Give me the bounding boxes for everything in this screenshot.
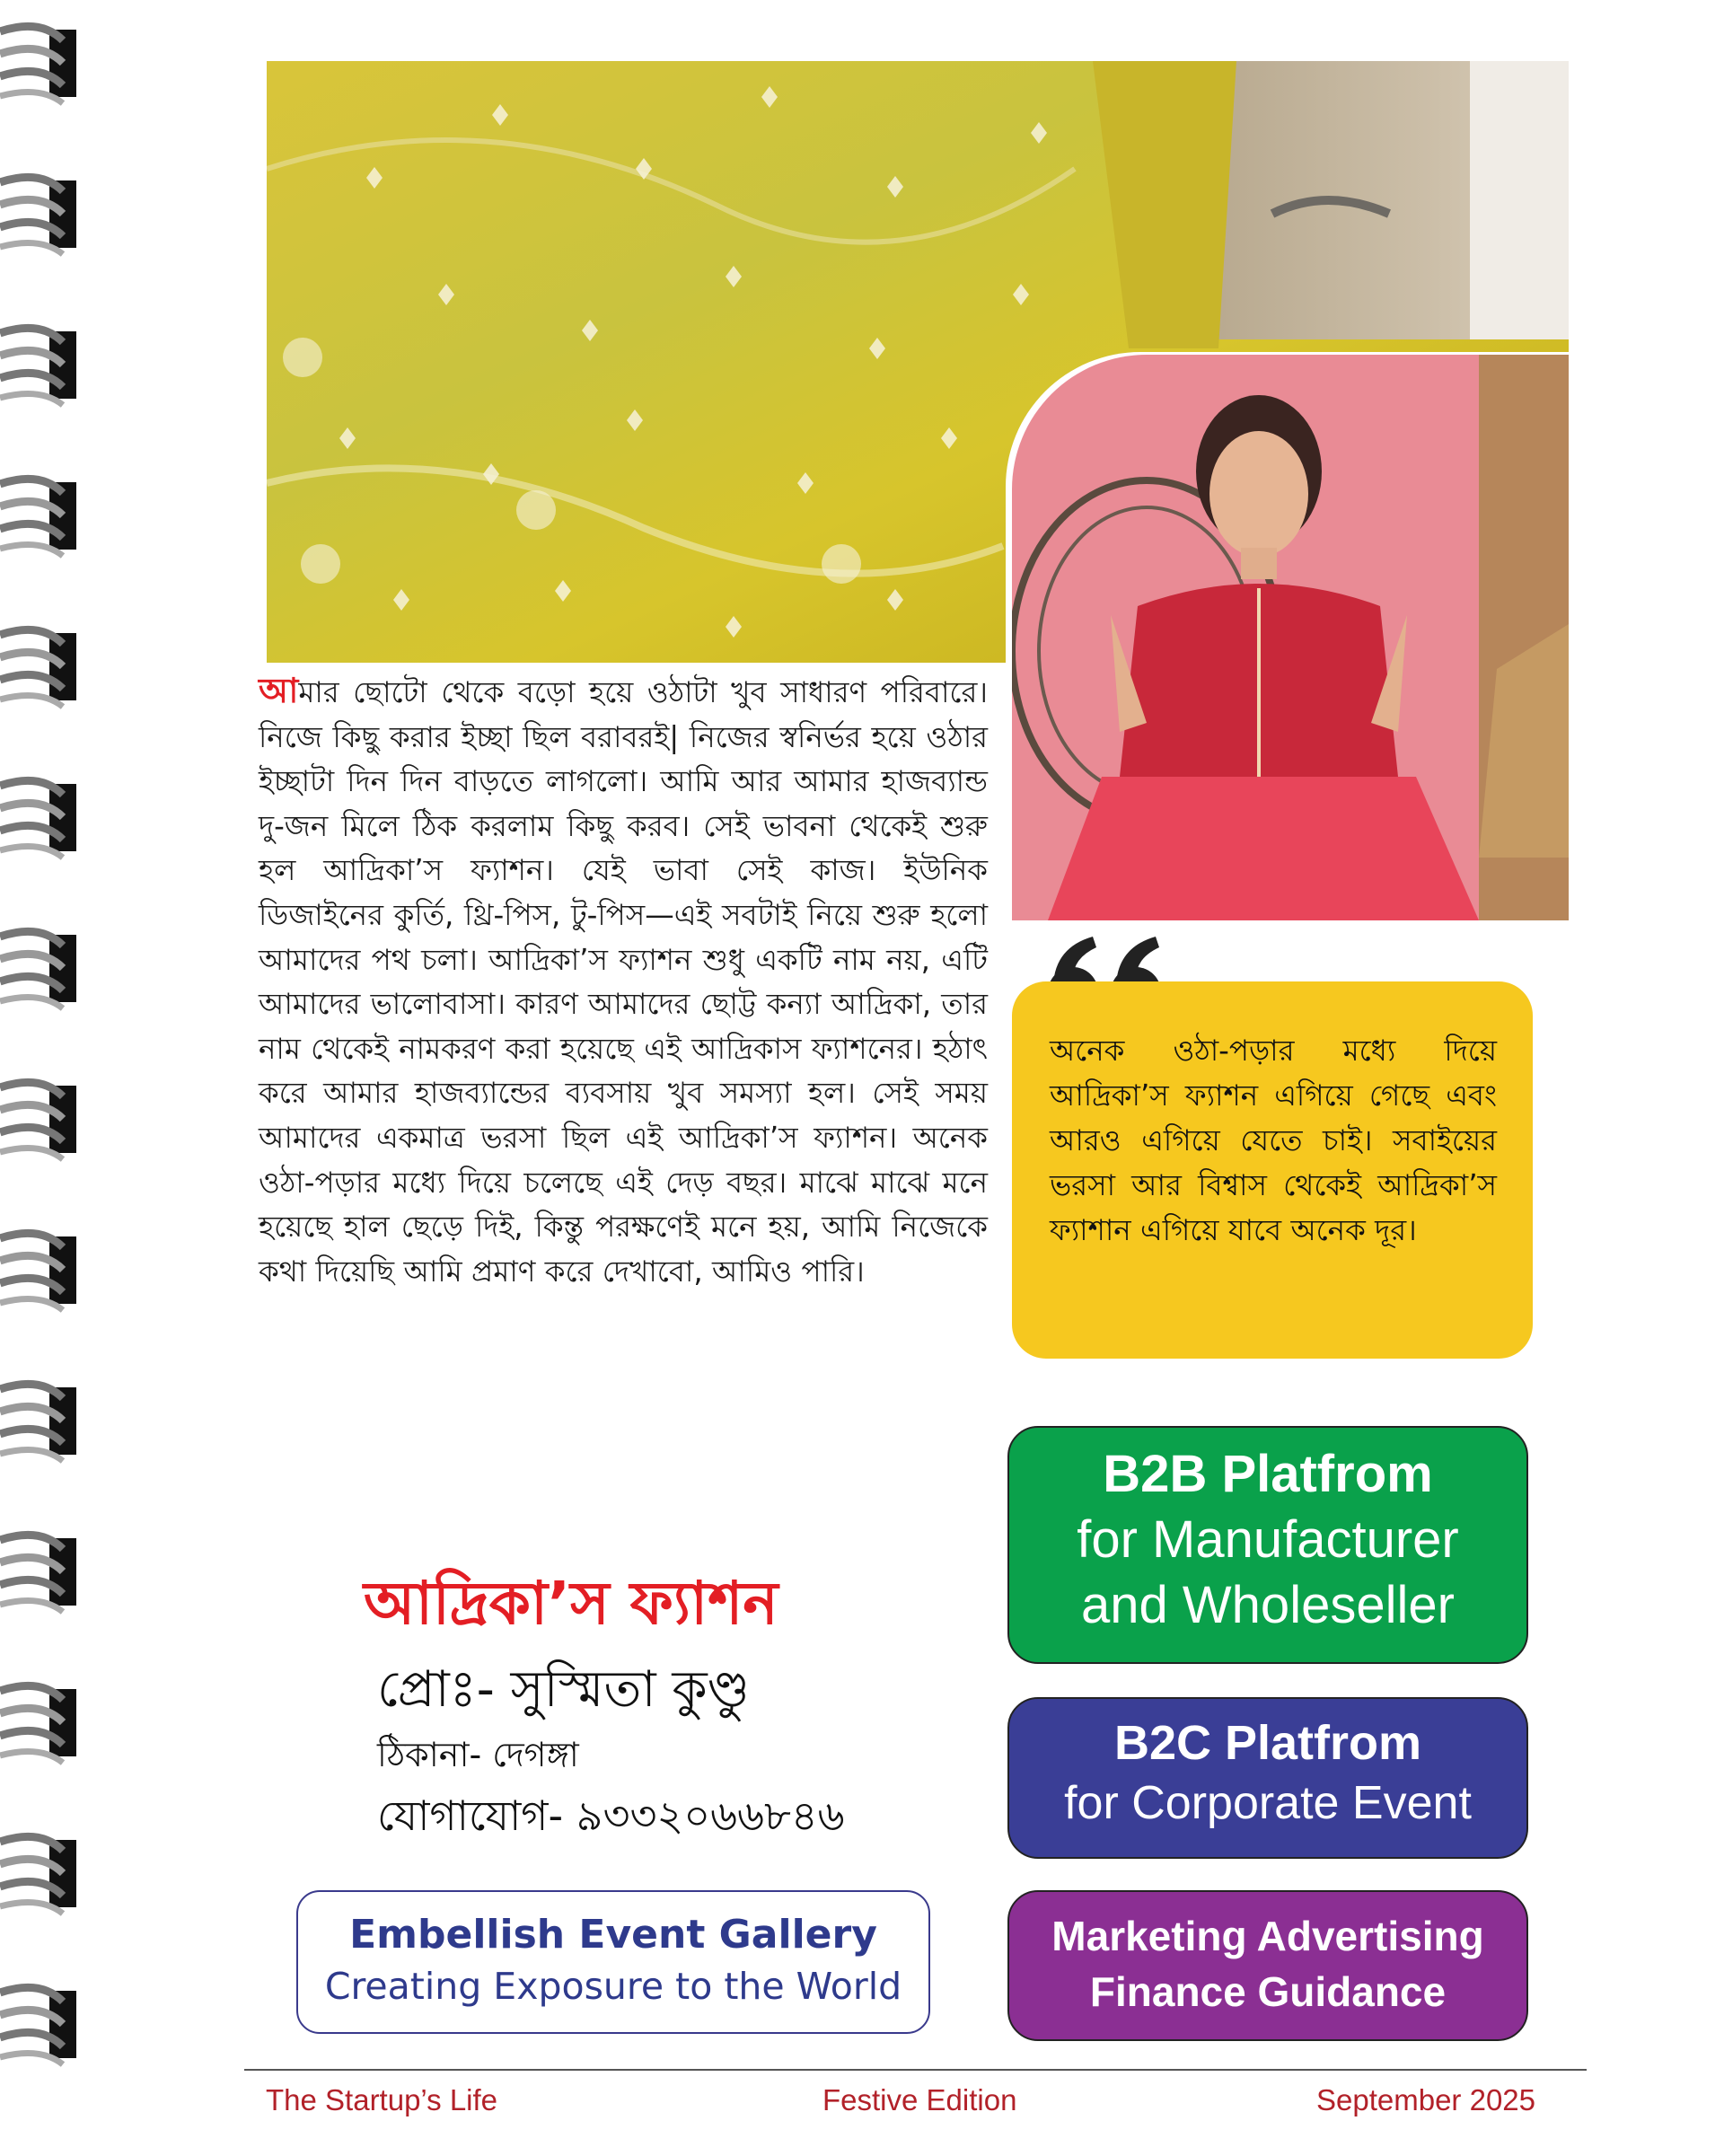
footer-date: September 2025: [1316, 2083, 1536, 2116]
gallery-box: [296, 1890, 930, 2034]
article-body: [259, 669, 988, 1294]
drop-letter: আ: [259, 671, 299, 710]
spiral-ring: [0, 164, 85, 263]
spiral-ring: [0, 1824, 85, 1923]
marketing-box: [1007, 1890, 1528, 2041]
quote-box: [1012, 981, 1533, 1359]
marketing-line2: Finance Guidance: [1089, 1968, 1447, 2015]
marketing-line1: Marketing Advertising: [1051, 1913, 1484, 1959]
gallery-tagline: Creating Exposure to the World: [324, 1965, 902, 2008]
proprietor-name: প্রোঃ- সুস্মিতা কুণ্ডু: [377, 1660, 751, 1719]
b2c-platform-box: [1007, 1697, 1528, 1859]
spiral-ring: [0, 617, 85, 716]
spiral-ring: [0, 1371, 85, 1470]
footer-publication: The Startup’s Life: [266, 2083, 498, 2116]
brand-name: আদ্রিকা’স ফ্যাশন: [364, 1569, 778, 1638]
spiral-ring: [0, 13, 85, 112]
spiral-ring: [0, 919, 85, 1017]
b2b-title: B2B Platfrom: [1103, 1445, 1433, 1503]
spiral-ring: [0, 1220, 85, 1319]
spiral-binding: [0, 0, 85, 2156]
quote-text: অনেক ওঠা-পড়ার মধ্যে দিয়ে আদ্রিকা’স ফ্যাশন এগিয়ে গেছে এবং আরও এগিয়ে যেতে চাই। সবাইয়ের ভরসা আর বিশ্বাস থেকেই আদ্রিকা’স ফ্যাশান এগিয়ে যাবে অনেক দূর।: [1050, 1034, 1497, 1247]
spiral-ring: [0, 466, 85, 565]
spiral-ring: [0, 1522, 85, 1621]
spiral-ring: [0, 1673, 85, 1772]
b2b-line2: for Manufacturer: [1077, 1510, 1459, 1569]
spiral-ring: [0, 1975, 85, 2073]
gallery-name: Embellish Event Gallery: [349, 1912, 877, 1958]
owner-portrait-photo: [1012, 355, 1569, 920]
b2b-line3: and Wholeseller: [1081, 1576, 1455, 1634]
footer-edition: Festive Edition: [822, 2083, 1017, 2116]
article-text: মার ছোটো থেকে বড়ো হয়ে ওঠাটা খুব সাধারণ পরিবারে। নিজে কিছু করার ইচ্ছা ছিল বরাবরই| নিজের স্বনির্ভর হয়ে ওঠার ইচ্ছাটা দিন দিন বাড়তে লাগলো। আমি আর আমার হাজব্যান্ড দু-জন মিলে ঠিক করলাম কিছু করব। সেই ভাবনা থেকেই শুরু হল আদ্রিকা’স ফ্যাশন। যেই ভাবা সেই কাজ। ইউনিক ডিজাইনের কুর্তি, থ্রি-পিস, টু-পিস—এই সবটাই নিয়ে শুরু হলো আমাদের পথ চলা। আদ্রিকা’স ফ্যাশন শুধু একটি নাম নয়, এটি আমাদের ভালোবাসা। কারণ আমাদের ছোট্ট কন্যা আদ্রিকা, তার নাম থেকেই নামকরণ করা হয়েছে এই আদ্রিকাস ফ্যাশনের। হঠাৎ করে আমার হাজব্যান্ডের ব্যবসায় খুব সমস্যা হল। সেই সময় আমাদের একমাত্র ভরসা ছিল এই আদ্রিকা’স ফ্যাশন। অনেক ওঠা-পড়ার মধ্যে দিয়ে চলেছে এই দেড় বছর। মাঝে মাঝে মনে হয়েছে হাল ছেড়ে দিই, কিন্তু পরক্ষণেই মনে হয়, আমি নিজেকে কথা দিয়েছি আমি প্রমাণ করে দেখাবো, আমিও পারি।: [259, 675, 988, 1289]
b2c-line2: for Corporate Event: [1064, 1777, 1472, 1829]
b2c-title: B2C Platfrom: [1113, 1716, 1422, 1770]
spiral-ring: [0, 768, 85, 867]
spiral-ring: [0, 1069, 85, 1168]
business-address: ঠিকানা- দেগঙ্গা: [377, 1735, 579, 1774]
business-contact: যোগাযোগ- ৯৩৩২০৬৬৮৪৬: [377, 1791, 845, 1840]
b2b-platform-box: [1007, 1426, 1528, 1664]
spiral-ring: [0, 315, 85, 414]
footer-divider: [244, 2069, 1587, 2071]
